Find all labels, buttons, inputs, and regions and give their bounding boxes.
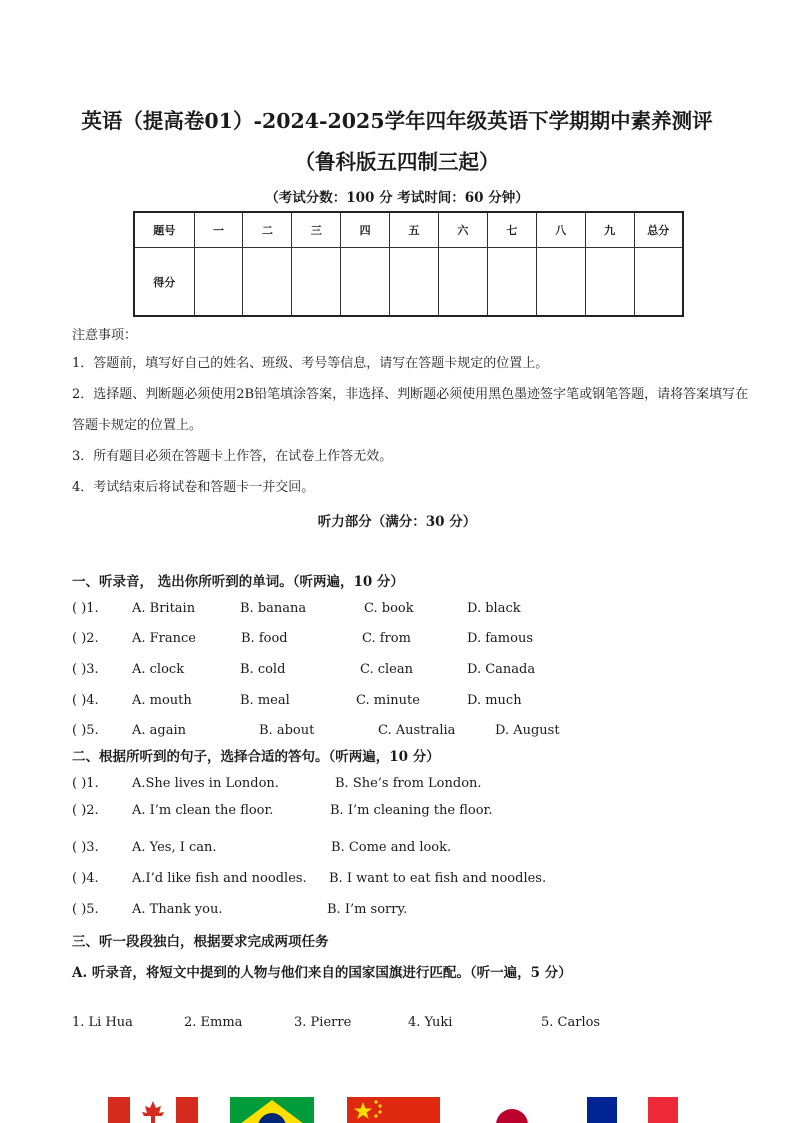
question-number: ( )1. bbox=[72, 776, 99, 791]
score-table-label: 得分 bbox=[134, 248, 194, 317]
exam-title-line2: （鲁科版五四制三起） bbox=[294, 150, 500, 174]
option-a: A.I’d like fish and noodles. bbox=[132, 871, 307, 886]
option-a: A. Britain bbox=[132, 601, 196, 616]
notes-heading: 注意事项： bbox=[72, 328, 138, 343]
score-cell[interactable] bbox=[585, 248, 634, 317]
option-b: B. food bbox=[241, 631, 288, 646]
score-table bbox=[133, 211, 684, 317]
option-b: B. I’m cleaning the floor. bbox=[330, 803, 493, 818]
brazil-flag-icon bbox=[230, 1097, 314, 1123]
option-a: A. clock bbox=[132, 662, 185, 677]
note-item: 4．考试结束后将试卷和答题卡一并交回。 bbox=[72, 480, 315, 495]
option-b: B. She’s from London. bbox=[335, 776, 482, 791]
note-item: 3．所有题目必须在答题卡上作答，在试卷上作答无效。 bbox=[72, 449, 393, 464]
option-d: D. much bbox=[467, 693, 522, 708]
score-table-col: 三 bbox=[292, 212, 341, 248]
option-a: A. Thank you. bbox=[132, 902, 223, 917]
option-c: C. Australia bbox=[378, 723, 456, 738]
score-table-label: 题号 bbox=[134, 212, 194, 248]
person-name: 5. Carlos bbox=[541, 1015, 601, 1030]
france-flag-icon bbox=[587, 1097, 678, 1123]
score-table-col: 总分 bbox=[634, 212, 683, 248]
people-list bbox=[72, 1015, 752, 1033]
score-table-col: 二 bbox=[243, 212, 292, 248]
option-a: A. I’m clean the floor. bbox=[132, 803, 274, 818]
option-d: D. Canada bbox=[467, 662, 536, 677]
question-number: ( )4. bbox=[72, 871, 99, 886]
score-table-col: 九 bbox=[585, 212, 634, 248]
score-table-col: 八 bbox=[536, 212, 585, 248]
question-number: ( )1. bbox=[72, 601, 99, 616]
canada-flag-icon bbox=[108, 1097, 198, 1123]
score-cell[interactable] bbox=[487, 248, 536, 317]
china-flag-icon bbox=[347, 1097, 440, 1123]
score-table-col: 四 bbox=[341, 212, 390, 248]
exam-title-line1: 英语（提高卷01）-2024-2025学年四年级英语下学期期中素养测评 bbox=[81, 109, 713, 133]
listening-section-title: 听力部分（满分：30 分） bbox=[317, 514, 477, 530]
person-name: 4. Yuki bbox=[408, 1015, 453, 1030]
exam-info: （考试分数：100 分 考试时间：60 分钟） bbox=[265, 190, 529, 206]
note-item: 1．答题前，填写好自己的姓名、班级、考号等信息，请写在答题卡规定的位置上。 bbox=[72, 356, 549, 371]
option-d: D. August bbox=[495, 723, 560, 738]
question-number: ( )3. bbox=[72, 662, 99, 677]
score-cell[interactable] bbox=[438, 248, 487, 317]
score-cell[interactable] bbox=[243, 248, 292, 317]
score-table-col: 五 bbox=[390, 212, 439, 248]
option-d: D. famous bbox=[467, 631, 533, 646]
score-table-col: 六 bbox=[438, 212, 487, 248]
score-table-col: 七 bbox=[487, 212, 536, 248]
option-b: B. meal bbox=[240, 693, 290, 708]
part3-sub-a: A. 听录音，将短文中提到的人物与他们来自的国家国旗进行匹配。（听一遍，5 分） bbox=[72, 965, 572, 981]
option-b: B. Come and look. bbox=[331, 840, 452, 855]
part2-heading: 二、根据所听到的句子，选择合适的答句。（听两遍，10 分） bbox=[72, 749, 440, 765]
note-item: 2．选择题、判断题必须使用2B铅笔填涂答案，非选择、判断题必须使用黑色墨迹签字笔或钢笔答题，请将答案填写在答题卡规定的位置上。 bbox=[72, 387, 749, 433]
part3-heading: 三、听一段段独白，根据要求完成两项任务 bbox=[72, 934, 329, 950]
score-cell[interactable] bbox=[194, 248, 243, 317]
person-name: 3. Pierre bbox=[294, 1015, 352, 1030]
score-table-header-row bbox=[134, 212, 683, 248]
score-cell[interactable] bbox=[341, 248, 390, 317]
question-number: ( )4. bbox=[72, 693, 99, 708]
option-a: A. Yes, I can. bbox=[132, 840, 217, 855]
option-a: A.She lives in London. bbox=[132, 776, 279, 791]
person-name: 2. Emma bbox=[184, 1015, 243, 1030]
option-b: B. I want to eat fish and noodles. bbox=[329, 871, 547, 886]
option-c: C. clean bbox=[360, 662, 414, 677]
score-cell[interactable] bbox=[292, 248, 341, 317]
score-table-col: 一 bbox=[194, 212, 243, 248]
score-table-score-row bbox=[134, 248, 683, 317]
question-number: ( )2. bbox=[72, 631, 99, 646]
option-a: A. France bbox=[132, 631, 196, 646]
score-cell[interactable] bbox=[536, 248, 585, 317]
option-c: C. from bbox=[362, 631, 411, 646]
question-number: ( )5. bbox=[72, 902, 99, 917]
option-b: B. cold bbox=[240, 662, 286, 677]
option-b: B. banana bbox=[240, 601, 307, 616]
option-d: D. black bbox=[467, 601, 521, 616]
question-number: ( )3. bbox=[72, 840, 99, 855]
option-b: B. about bbox=[259, 723, 315, 738]
option-c: C. minute bbox=[356, 693, 420, 708]
part1-heading: 一、听录音， 选出你所听到的单词。（听两遍，10 分） bbox=[72, 574, 404, 590]
question-number: ( )2. bbox=[72, 803, 99, 818]
japan-flag-icon bbox=[467, 1097, 557, 1123]
person-name: 1. Li Hua bbox=[72, 1015, 133, 1030]
option-b: B. I’m sorry. bbox=[327, 902, 408, 917]
option-c: C. book bbox=[364, 601, 414, 616]
score-cell[interactable] bbox=[634, 248, 683, 317]
score-cell[interactable] bbox=[390, 248, 439, 317]
option-a: A. mouth bbox=[132, 693, 192, 708]
option-a: A. again bbox=[132, 723, 187, 738]
question-number: ( )5. bbox=[72, 723, 99, 738]
